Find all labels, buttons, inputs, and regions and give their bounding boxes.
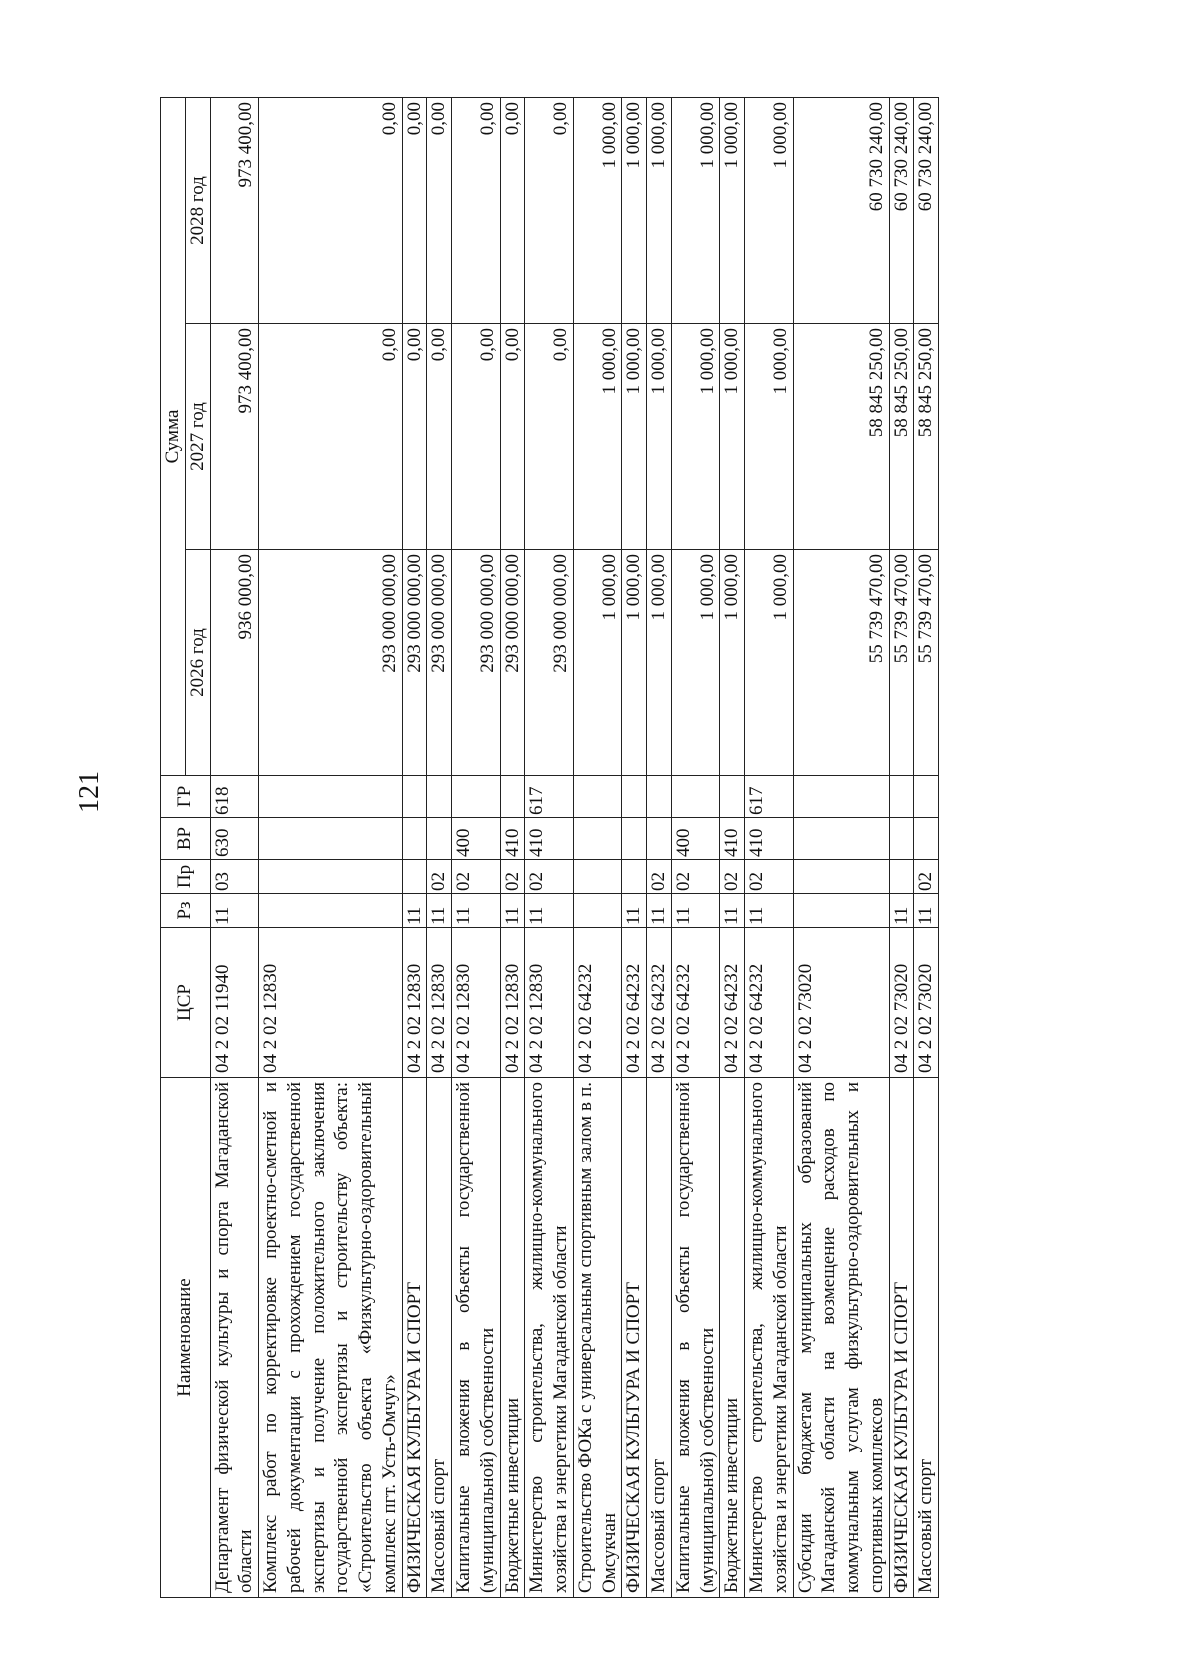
row-amount-2026: 293 000 000,00 — [259, 550, 403, 776]
row-rz: 11 — [500, 894, 525, 928]
row-name: Капитальные вложения в объекты государственной (муниципальной) собственности — [452, 1078, 501, 1598]
row-csr: 04 2 02 64232 — [573, 928, 622, 1078]
row-name: Министерство строительства, жилищно-коммунального хозяйства и энергетики Магаданской области — [525, 1078, 574, 1598]
row-amount-2027: 1 000,00 — [720, 324, 745, 550]
row-amount-2027: 1 000,00 — [622, 324, 647, 550]
row-csr: 04 2 02 64232 — [622, 928, 647, 1078]
row-vr: 410 — [500, 818, 525, 860]
row-csr: 04 2 02 12830 — [427, 928, 452, 1078]
row-amount-2026: 293 000 000,00 — [525, 550, 574, 776]
row-vr — [427, 818, 452, 860]
row-amount-2026: 1 000,00 — [745, 550, 794, 776]
row-vr: 410 — [745, 818, 794, 860]
row-amount-2028: 1 000,00 — [647, 98, 672, 324]
row-gr — [720, 776, 745, 818]
row-name: Массовый спорт — [914, 1078, 939, 1598]
row-name: Строительство ФОКа с универсальным спортивным залом в п. Омсукчан — [573, 1078, 622, 1598]
row-amount-2028: 0,00 — [402, 98, 427, 324]
row-pr: 02 — [671, 860, 720, 894]
table-row — [402, 98, 427, 1598]
row-amount-2026: 55 739 470,00 — [914, 550, 939, 776]
row-amount-2026: 936 000,00 — [210, 550, 259, 776]
row-amount-2027: 1 000,00 — [647, 324, 672, 550]
row-name: Комплекс работ по корректировке проектно-сметной и рабочей документации с прохождением государственной экспертизы и получение положительного заключения государственной экспертизы и строительству объекта: «Строительство объекта «Физкультурно-оздоровительный комплекс пгт. Усть-Омчуг» — [259, 1078, 403, 1598]
row-name: Капитальные вложения в объекты государственной (муниципальной) собственности — [671, 1078, 720, 1598]
table-row — [889, 98, 914, 1598]
row-amount-2028: 1 000,00 — [622, 98, 647, 324]
header-2027: 2027 год — [185, 324, 210, 550]
row-name: ФИЗИЧЕСКАЯ КУЛЬТУРА И СПОРТ — [402, 1078, 427, 1598]
row-name: Министерство строительства, жилищно-коммунального хозяйства и энергетики Магаданской области — [745, 1078, 794, 1598]
row-pr: 02 — [914, 860, 939, 894]
row-amount-2028: 0,00 — [427, 98, 452, 324]
row-amount-2027: 1 000,00 — [573, 324, 622, 550]
row-amount-2027: 0,00 — [452, 324, 501, 550]
row-name: ФИЗИЧЕСКАЯ КУЛЬТУРА И СПОРТ — [622, 1078, 647, 1598]
header-sum: Сумма — [161, 98, 186, 776]
row-gr — [573, 776, 622, 818]
table-row — [720, 98, 745, 1598]
header-2028: 2028 год — [185, 98, 210, 324]
row-amount-2027: 1 000,00 — [745, 324, 794, 550]
row-rz: 11 — [525, 894, 574, 928]
table-body — [210, 98, 939, 1598]
row-amount-2026: 293 000 000,00 — [402, 550, 427, 776]
row-csr: 04 2 02 12830 — [525, 928, 574, 1078]
row-amount-2028: 0,00 — [452, 98, 501, 324]
row-rz: 11 — [647, 894, 672, 928]
header-rz: Рз — [161, 894, 211, 928]
row-name: Субсидии бюджетам муниципальных образований Магаданской области на возмещение расходов по коммунальным услугам физкультурно-оздоровительных и спортивных комплексов — [793, 1078, 889, 1598]
row-amount-2028: 60 730 240,00 — [793, 98, 889, 324]
row-amount-2028: 0,00 — [500, 98, 525, 324]
row-amount-2028: 973 400,00 — [210, 98, 259, 324]
row-csr: 04 2 02 12830 — [259, 928, 403, 1078]
row-vr — [914, 818, 939, 860]
table-row — [647, 98, 672, 1598]
table-row — [914, 98, 939, 1598]
row-vr — [259, 818, 403, 860]
row-amount-2026: 293 000 000,00 — [500, 550, 525, 776]
row-amount-2028: 0,00 — [525, 98, 574, 324]
row-pr: 02 — [452, 860, 501, 894]
row-csr: 04 2 02 12830 — [452, 928, 501, 1078]
row-amount-2027: 1 000,00 — [671, 324, 720, 550]
row-amount-2027: 0,00 — [500, 324, 525, 550]
row-csr: 04 2 02 12830 — [402, 928, 427, 1078]
row-vr: 410 — [720, 818, 745, 860]
header-name: Наименование — [161, 1078, 211, 1598]
header-2026: 2026 год — [185, 550, 210, 776]
row-pr: 03 — [210, 860, 259, 894]
row-rz: 11 — [452, 894, 501, 928]
row-csr: 04 2 02 11940 — [210, 928, 259, 1078]
table-row — [622, 98, 647, 1598]
row-pr — [889, 860, 914, 894]
row-rz: 11 — [914, 894, 939, 928]
row-amount-2027: 0,00 — [259, 324, 403, 550]
table-row — [525, 98, 574, 1598]
row-vr: 400 — [671, 818, 720, 860]
row-rz: 11 — [427, 894, 452, 928]
row-amount-2028: 1 000,00 — [720, 98, 745, 324]
row-amount-2026: 293 000 000,00 — [452, 550, 501, 776]
table-row — [500, 98, 525, 1598]
row-gr — [647, 776, 672, 818]
row-rz: 11 — [745, 894, 794, 928]
row-amount-2028: 1 000,00 — [671, 98, 720, 324]
row-csr: 04 2 02 73020 — [889, 928, 914, 1078]
row-rz — [793, 894, 889, 928]
row-vr — [402, 818, 427, 860]
row-pr — [402, 860, 427, 894]
row-amount-2027: 973 400,00 — [210, 324, 259, 550]
row-rz — [259, 894, 403, 928]
row-amount-2026: 1 000,00 — [573, 550, 622, 776]
budget-table — [160, 97, 939, 1598]
row-csr: 04 2 02 73020 — [793, 928, 889, 1078]
row-name: Массовый спорт — [427, 1078, 452, 1598]
row-pr: 02 — [720, 860, 745, 894]
row-vr — [793, 818, 889, 860]
row-rz: 11 — [210, 894, 259, 928]
row-gr — [622, 776, 647, 818]
row-rz: 11 — [402, 894, 427, 928]
header-row-1 — [161, 98, 186, 1598]
row-pr: 02 — [647, 860, 672, 894]
row-pr — [259, 860, 403, 894]
row-gr — [889, 776, 914, 818]
table-row — [452, 98, 501, 1598]
row-gr — [427, 776, 452, 818]
row-amount-2026: 1 000,00 — [647, 550, 672, 776]
row-amount-2027: 58 845 250,00 — [889, 324, 914, 550]
row-amount-2026: 1 000,00 — [671, 550, 720, 776]
row-csr: 04 2 02 64232 — [647, 928, 672, 1078]
row-amount-2026: 1 000,00 — [622, 550, 647, 776]
row-gr — [452, 776, 501, 818]
row-name: Бюджетные инвестиции — [500, 1078, 525, 1598]
header-gr: ГР — [161, 776, 211, 818]
row-gr — [259, 776, 403, 818]
row-amount-2027: 58 845 250,00 — [914, 324, 939, 550]
row-name: ФИЗИЧЕСКАЯ КУЛЬТУРА И СПОРТ — [889, 1078, 914, 1598]
table-row — [210, 98, 259, 1598]
table-row — [427, 98, 452, 1598]
row-vr: 410 — [525, 818, 574, 860]
table-row — [793, 98, 889, 1598]
row-gr — [671, 776, 720, 818]
rotated-table-container — [160, 98, 1060, 1598]
row-vr — [573, 818, 622, 860]
row-rz: 11 — [889, 894, 914, 928]
row-rz: 11 — [720, 894, 745, 928]
row-amount-2028: 1 000,00 — [745, 98, 794, 324]
row-pr — [573, 860, 622, 894]
row-pr: 02 — [745, 860, 794, 894]
row-name: Массовый спорт — [647, 1078, 672, 1598]
row-pr: 02 — [500, 860, 525, 894]
row-pr: 02 — [427, 860, 452, 894]
header-csr: ЦСР — [161, 928, 211, 1078]
row-amount-2028: 60 730 240,00 — [914, 98, 939, 324]
header-pr: Пр — [161, 860, 211, 894]
row-vr — [889, 818, 914, 860]
table-row — [259, 98, 403, 1598]
row-amount-2028: 60 730 240,00 — [889, 98, 914, 324]
row-pr — [793, 860, 889, 894]
row-rz: 11 — [671, 894, 720, 928]
row-amount-2026: 293 000 000,00 — [427, 550, 452, 776]
row-gr: 617 — [745, 776, 794, 818]
row-vr — [622, 818, 647, 860]
row-gr — [914, 776, 939, 818]
row-pr: 02 — [525, 860, 574, 894]
row-amount-2028: 0,00 — [259, 98, 403, 324]
row-vr: 630 — [210, 818, 259, 860]
row-name: Бюджетные инвестиции — [720, 1078, 745, 1598]
row-amount-2027: 0,00 — [427, 324, 452, 550]
row-csr: 04 2 02 64232 — [720, 928, 745, 1078]
row-amount-2026: 55 739 470,00 — [793, 550, 889, 776]
row-csr: 04 2 02 64232 — [671, 928, 720, 1078]
row-amount-2028: 1 000,00 — [573, 98, 622, 324]
page-number: 121 — [74, 771, 105, 813]
table-row — [671, 98, 720, 1598]
row-name: Департамент физической культуры и спорта Магаданской области — [210, 1078, 259, 1598]
row-gr: 617 — [525, 776, 574, 818]
row-csr: 04 2 02 64232 — [745, 928, 794, 1078]
row-csr: 04 2 02 73020 — [914, 928, 939, 1078]
row-gr: 618 — [210, 776, 259, 818]
row-rz: 11 — [622, 894, 647, 928]
row-amount-2026: 1 000,00 — [720, 550, 745, 776]
row-csr: 04 2 02 12830 — [500, 928, 525, 1078]
row-vr: 400 — [452, 818, 501, 860]
header-vr: ВР — [161, 818, 211, 860]
row-amount-2027: 58 845 250,00 — [793, 324, 889, 550]
row-vr — [647, 818, 672, 860]
row-amount-2027: 0,00 — [402, 324, 427, 550]
row-gr — [793, 776, 889, 818]
table-row — [573, 98, 622, 1598]
row-amount-2026: 55 739 470,00 — [889, 550, 914, 776]
row-pr — [622, 860, 647, 894]
row-amount-2027: 0,00 — [525, 324, 574, 550]
row-rz — [573, 894, 622, 928]
row-gr — [500, 776, 525, 818]
table-row — [745, 98, 794, 1598]
row-gr — [402, 776, 427, 818]
